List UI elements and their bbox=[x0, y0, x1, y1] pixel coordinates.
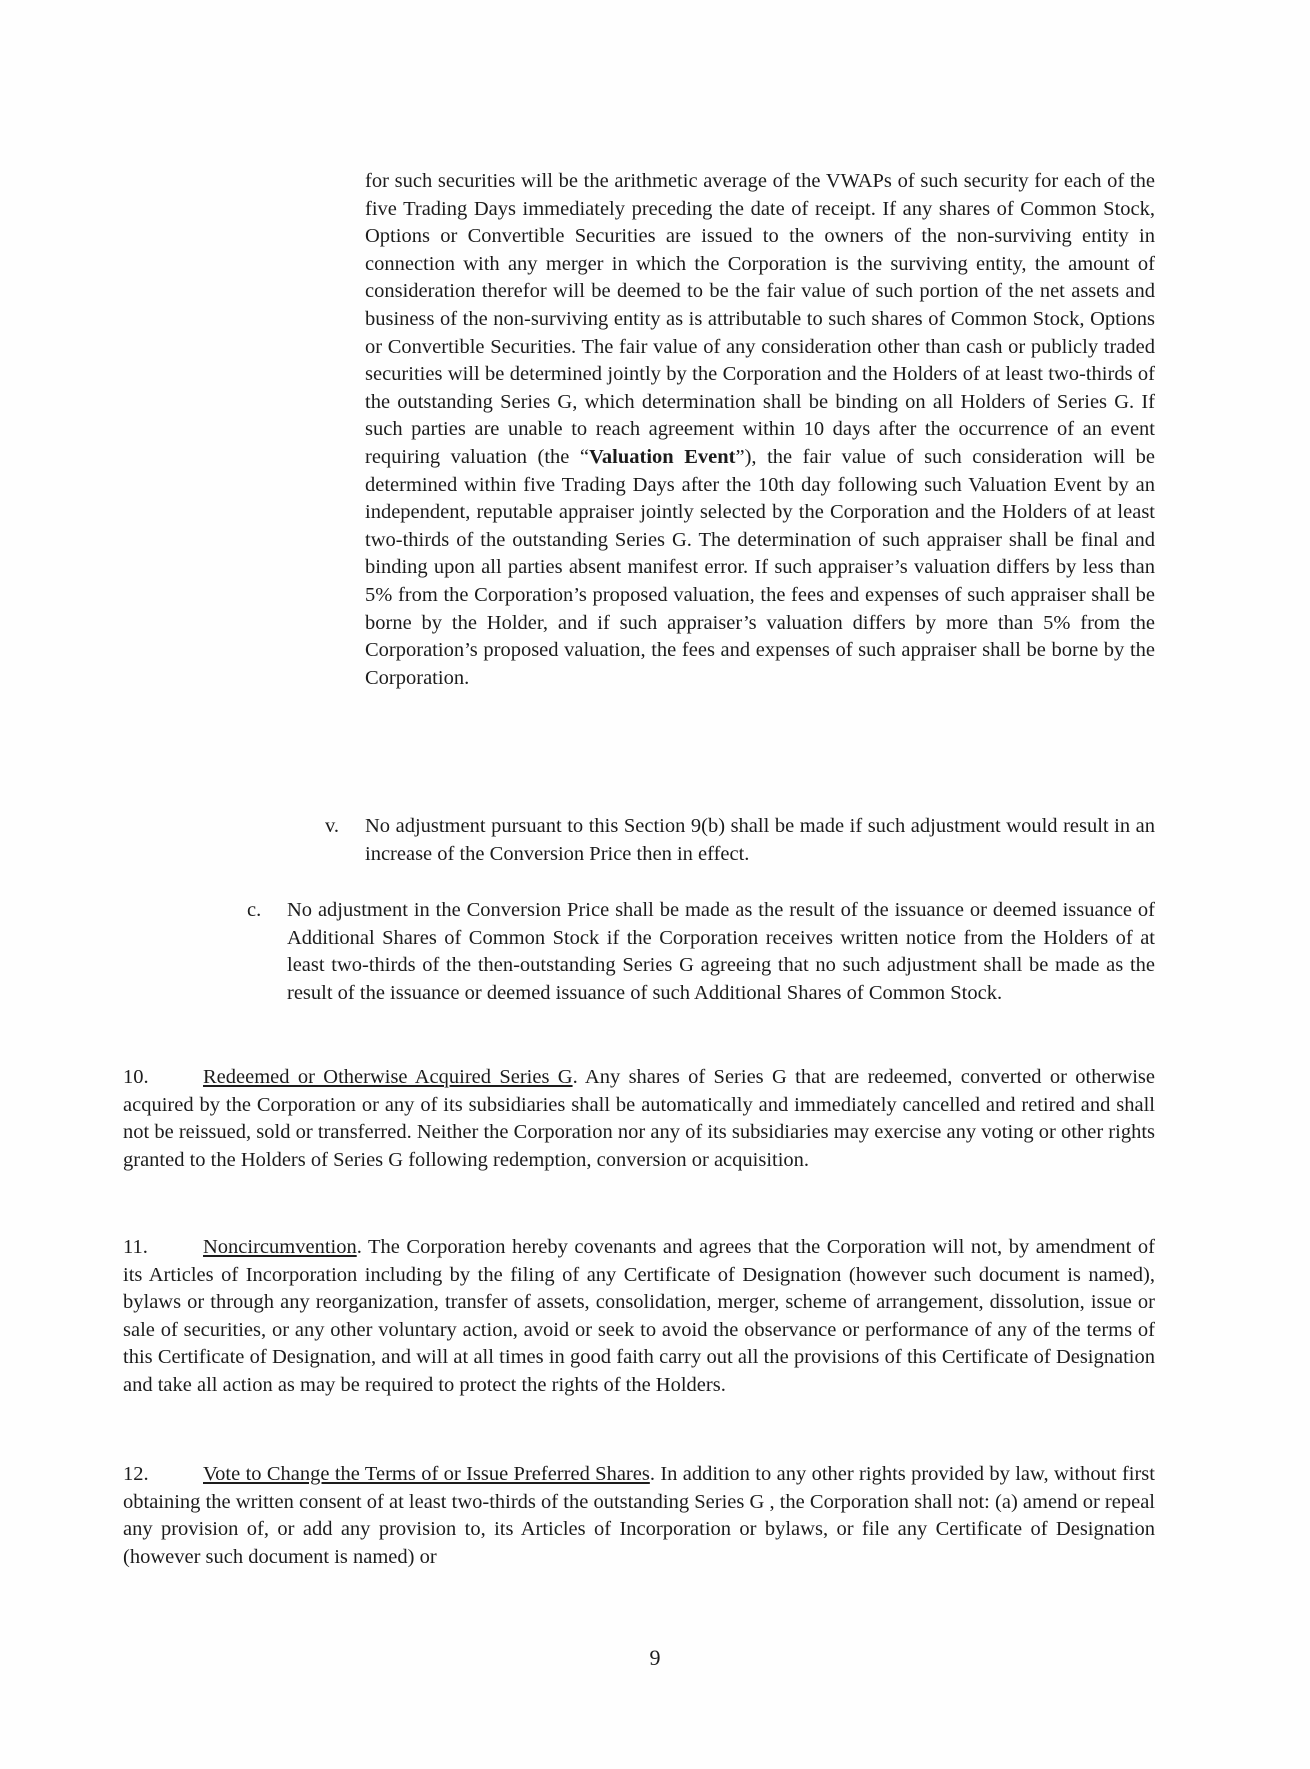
continued-paragraph-text-before: for such securities will be the arithmetic average of the VWAPs of such security for each of the five Trading Days immediately preceding the date of receipt. If any shares of Common Stock, Options or Convertible Securities are issued to the owners of the non-surviving entity in connection with any merger in which the Corporation is the surviving entity, the amount of consideration therefor will be deemed to be the fair value of such portion of the net assets and business of the non-surviving entity as is attributable to such shares of Common Stock, Options or Convertible Securities. The fair value of any consideration other than cash or publicly traded securities will be determined jointly by the Corporation and the Holders of at least two-thirds of the outstanding Series G, which determination shall be binding on all Holders of Series G. If such parties are unable to reach agreement within 10 days after the occurrence of an event requiring valuation (the “ bbox=[365, 170, 1155, 468]
section-11-title: Noncircumvention bbox=[203, 1236, 357, 1258]
section-10-title: Redeemed or Otherwise Acquired Series G bbox=[203, 1066, 573, 1088]
valuation-event-term: Valuation Event bbox=[589, 445, 736, 468]
section-10-number: 10. bbox=[123, 1066, 149, 1088]
section-10-text: . Any shares of Series G that are redeemed, converted or otherwise acquired by the Corporation or any of its subsidiaries shall be automatically and immediately cancelled and retired and shall not be reissued, sold or transferred. Neither the Corporation nor any of its subsidiaries may exercise any voting or other rights granted to the Holders of Series G following redemption, conversion or acquisition. bbox=[123, 1066, 1155, 1171]
section-12 bbox=[123, 1461, 1155, 1571]
item-v-text: No adjustment pursuant to this Section 9(b) shall be made if such adjustment would result in an increase of the Conversion Price then in effect. bbox=[365, 815, 1155, 865]
section-12-text: . In addition to any other rights provided by law, without first obtaining the written consent of at least two-thirds of the outstanding Series G , the Corporation shall not: (a) amend or repeal any provision of, or add any provision to, its Articles of Incorporation or bylaws, or file any Certificate of Designation (however such document is named) or bbox=[123, 1463, 1155, 1568]
section-12-number: 12. bbox=[123, 1463, 149, 1485]
item-c-text: No adjustment in the Conversion Price shall be made as the result of the issuance or deemed issuance of Additional Shares of Common Stock if the Corporation receives written notice from the Holders of at least two-thirds of the then-outstanding Series G agreeing that no such adjustment shall be made as the result of the issuance or deemed issuance of such Additional Shares of Common Stock. bbox=[287, 899, 1155, 1004]
page-number: 9 bbox=[649, 1645, 661, 1670]
section-12-title: Vote to Change the Terms of or Issue Preferred Shares bbox=[203, 1463, 650, 1485]
continued-paragraph-text-after: ”), the fair value of such consideration will be determined within five Trading Days after the 10th day following such Valuation Event by an independent, reputable appraiser jointly selected by the Corporation and the Holders of at least two-thirds of the outstanding Series G. The determination of such appraiser shall be final and binding upon all parties absent manifest error. If such appraiser’s valuation differs by less than 5% from the Corporation’s proposed valuation, the fees and expenses of such appraiser shall be borne by the Holder, and if such appraiser’s valuation differs by more than 5% from the Corporation’s proposed valuation, the fees and expenses of such appraiser shall be borne by the Corporation. bbox=[365, 445, 1155, 689]
continued-paragraph bbox=[365, 168, 1155, 692]
section-11 bbox=[123, 1234, 1155, 1400]
item-v-marker: v. bbox=[325, 815, 340, 837]
section-11-number: 11. bbox=[123, 1236, 148, 1258]
item-c-marker: c. bbox=[247, 899, 262, 921]
section-10 bbox=[123, 1064, 1155, 1174]
section-11-text: . The Corporation hereby covenants and agrees that the Corporation will not, by amendment of its Articles of Incorporation including by the filing of any Certificate of Designation (however such document is named), bylaws or through any reorganization, transfer of assets, consolidation, merger, scheme of arrangement, dissolution, issue or sale of securities, or any other voluntary action, avoid or seek to avoid the observance or performance of any of the terms of this Certificate of Designation, and will at all times in good faith carry out all the provisions of this Certificate of Designation and take all action as may be required to protect the rights of the Holders. bbox=[123, 1236, 1155, 1396]
